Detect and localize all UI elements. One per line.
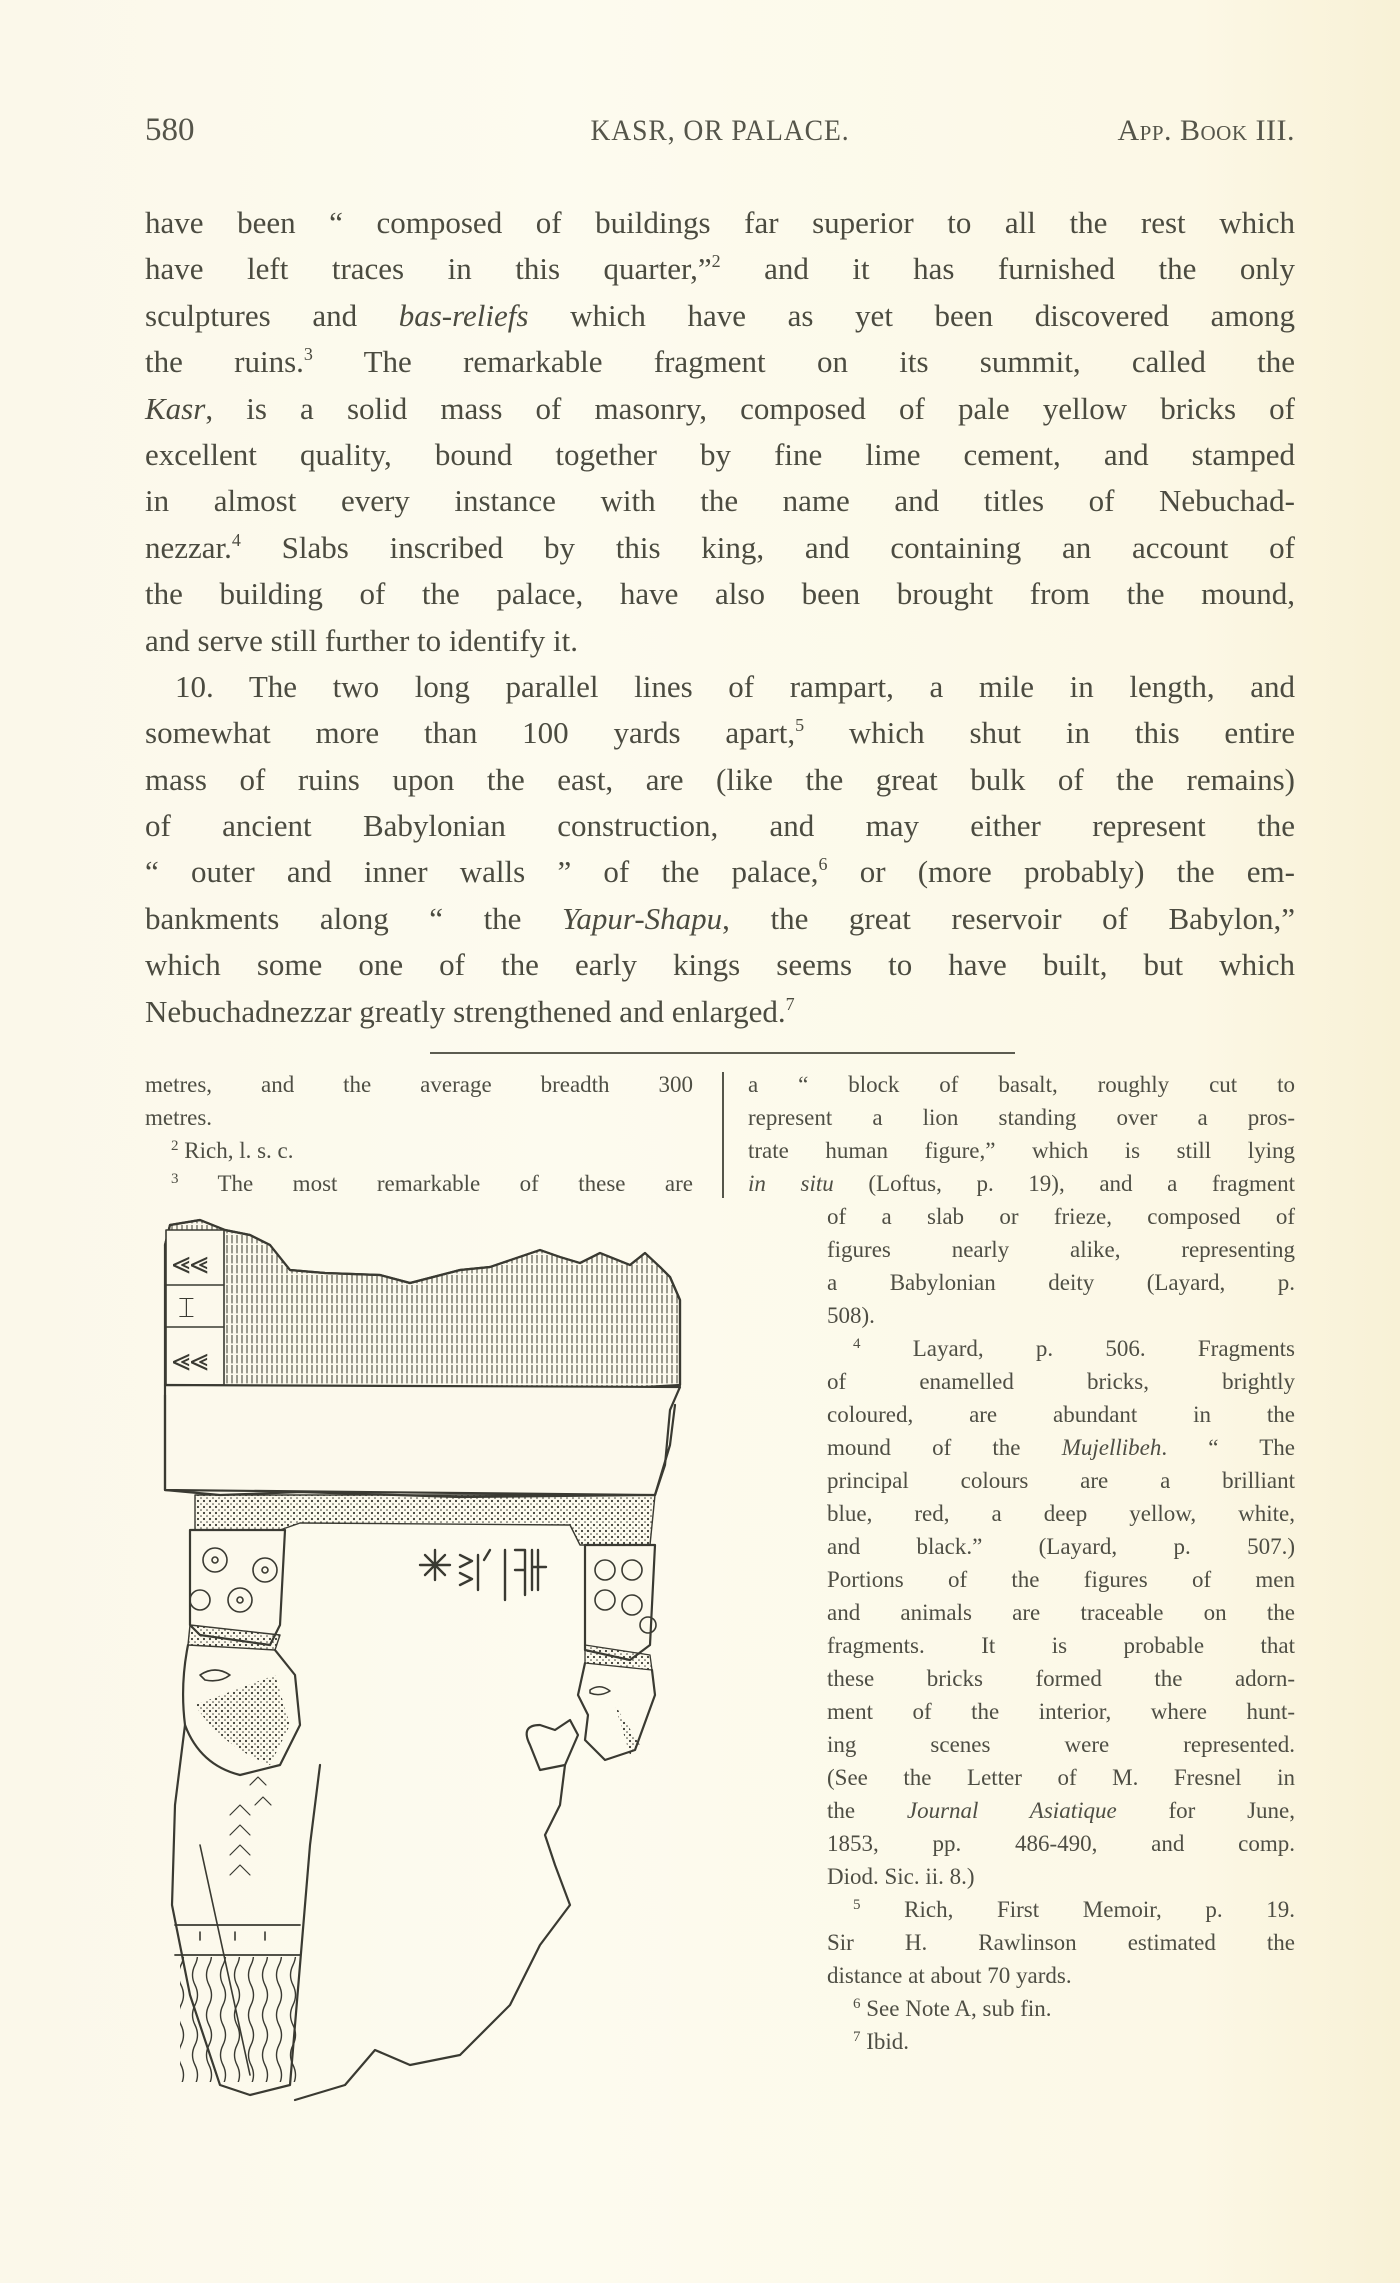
footnote-line [827,1728,1295,1761]
text-run: Layard, p. 506. Fragments [860,1336,1295,1361]
text-run: or (more probably) the em- [827,854,1295,890]
text-run: . “ The [1161,1435,1295,1460]
text-line [145,525,1295,571]
footnote-line [748,1101,1295,1134]
footnote-line [827,1926,1295,1959]
text-run: Rich, First Memoir, p. 19. [860,1897,1295,1922]
footnote-line [827,1959,1295,1992]
svg-text:⪡⪡: ⪡⪡ [172,1243,209,1281]
text-run: nezzar. [145,529,232,565]
text-line [145,478,1295,524]
text-run: a Babylonian deity (Layard, p. [827,1270,1295,1295]
text-run: sculptures and [145,297,399,333]
text-run: Nebuchadnezzar greatly strengthened and enlarged. [145,993,786,1029]
text-run: ment of the interior, where hunt- [827,1699,1295,1724]
text-run: of a slab or frieze, composed of [827,1204,1295,1229]
text-run: which have as yet been discovered among [528,297,1295,333]
text-run: and animals are traceable on the [827,1600,1295,1625]
text-run: ing scenes were represented. [827,1732,1295,1757]
footnote-separator-rule [430,1052,1015,1054]
svg-text:⌶: ⌶ [178,1291,195,1324]
text-run: principal colours are a brilliant [827,1468,1295,1493]
running-header [145,112,1295,156]
frieze-illustration [160,1205,800,2130]
footnote-marker: 4 [853,1336,861,1352]
text-line [145,849,1295,895]
footnote-line [827,1431,1295,1464]
footnote-line [748,1167,1295,1200]
text-run: (See the Letter of M. Fresnel in [827,1765,1295,1790]
footnote-ref: 6 [818,854,828,875]
text-line [145,618,1295,664]
text-run: 508). [827,1303,875,1328]
footnote-ref: 7 [785,993,795,1014]
footnote-line [827,1629,1295,1662]
text-line [145,386,1295,432]
text-run: which shut in this entire [804,715,1295,751]
text-run: metres, and the average breadth 300 [145,1072,693,1097]
text-run: bankments along “ the [145,900,562,936]
footnotes-right-column-bottom [827,1200,1295,2058]
text-run: Slabs inscribed by this king, and containing an account of [240,529,1295,565]
footnote-line [827,1893,1295,1926]
text-run: and it has furnished the only [720,251,1295,287]
text-line [145,757,1295,803]
text-run: blue, red, a deep yellow, white, [827,1501,1295,1526]
text-run: represent a lion standing over a pros- [748,1105,1295,1130]
frieze-engraving-icon [160,1205,800,2130]
text-line [145,571,1295,617]
text-run: Ibid. [860,2029,910,2054]
text-run: fragments. It is probable that [827,1633,1295,1658]
footnote-line [748,1068,1295,1101]
footnote-line [827,1233,1295,1266]
footnote-line [827,1398,1295,1431]
column-divider-rule [722,1072,724,1198]
text-run: the ruins. [145,344,304,380]
text-run: mass of ruins upon the east, are (like the great bulk of the remains) [145,761,1295,797]
footnote-line [827,1266,1295,1299]
text-run: these bricks formed the adorn- [827,1666,1295,1691]
text-run: somewhat more than 100 yards apart, [145,715,796,751]
footnote-ref: 3 [303,344,313,365]
footnote-line [827,1761,1295,1794]
text-run: Portions of the figures of men [827,1567,1295,1592]
text-line [145,246,1295,292]
text-run: metres. [145,1105,213,1130]
text-run: 10. The two long parallel lines of rampart, a mile in length, and [175,668,1295,704]
footnote-line [827,1563,1295,1596]
footnote-marker: 5 [853,1897,861,1913]
text-run: Sir H. Rawlinson estimated the [827,1930,1295,1955]
svg-text:⪡⪡: ⪡⪡ [172,1340,209,1378]
text-line [145,432,1295,478]
text-run: of enamelled bricks, brightly [827,1369,1295,1394]
text-run: the building of the palace, have also been brought from the mound, [145,576,1295,612]
text-run: mound of the [827,1435,1062,1460]
text-line [145,293,1295,339]
footnote-line [827,2025,1295,2058]
text-run: have left traces in this quarter,” [145,251,712,287]
text-run: Rich, l. s. c. [178,1138,294,1163]
text-run: excellent quality, bound together by fine lime cement, and stamped [145,436,1295,472]
text-run: a “ block of basalt, roughly cut to [748,1072,1295,1097]
text-run: See Note A, sub fin. [860,1996,1052,2021]
text-line [145,339,1295,385]
main-text [145,200,1295,1035]
text-run: 1853, pp. 486-490, and comp. [827,1831,1295,1856]
footnote-line [827,1200,1295,1233]
footnote-marker: 3 [171,1171,179,1187]
text-run: of ancient Babylonian construction, and may either represent the [145,808,1295,844]
italic-text: Kasr [145,390,206,426]
text-run: trate human figure,” which is still lying [748,1138,1295,1163]
text-line [145,896,1295,942]
text-run: “ outer and inner walls ” of the palace, [145,854,819,890]
text-run: distance at about 70 yards. [827,1963,1072,1988]
text-line [145,200,1295,246]
text-run: , the great reservoir of Babylon,” [722,900,1296,936]
italic-text: in situ [748,1171,834,1196]
text-run: and serve still further to identify it. [145,622,579,658]
italic-text: Journal Asiatique [906,1798,1117,1823]
text-run: which some one of the early kings seems to have built, but which [145,947,1295,983]
running-title: KASR, OR PALACE. [590,114,850,147]
text-line [145,989,1295,1035]
footnote-marker: 2 [171,1138,179,1154]
footnote-line [827,1332,1295,1365]
text-run: figures nearly alike, representing [827,1237,1295,1262]
text-run: for June, [1116,1798,1296,1823]
footnote-marker: 6 [853,1996,861,2012]
page-number: 580 [145,112,195,148]
text-run: have been “ composed of buildings far superior to all the rest which [145,205,1295,240]
footnote-line [827,1695,1295,1728]
text-run: The most remarkable of these are [178,1171,693,1196]
footnote-ref: 5 [795,715,805,736]
footnote-line [145,1068,693,1101]
footnote-line [748,1134,1295,1167]
footnote-line [145,1134,693,1167]
text-run: in almost every instance with the name and titles of Nebuchad- [145,483,1295,519]
italic-text: Mujellibeh [1061,1435,1162,1460]
footnote-ref: 2 [711,251,721,272]
footnote-ref: 4 [231,529,241,550]
text-line [145,803,1295,849]
text-run: coloured, are abundant in the [827,1402,1295,1427]
text-line [145,710,1295,756]
text-run: Diod. Sic. ii. 8.) [827,1864,975,1889]
footnote-line [827,1662,1295,1695]
text-line [145,664,1295,710]
footnote-marker: 7 [853,2029,861,2045]
italic-text: Yapur-Shapu [562,900,723,936]
section-label: App. Book III. [1117,114,1295,147]
text-run: , is a solid mass of masonry, composed of pale yellow bricks of [205,390,1295,426]
footnote-line [827,1497,1295,1530]
text-run: (Loftus, p. 19), and a fragment [833,1171,1295,1196]
footnote-line [827,1827,1295,1860]
footnote-line [827,1464,1295,1497]
footnote-line [827,1299,1295,1332]
text-line [145,942,1295,988]
footnotes-right-column-top [748,1068,1295,1200]
footnote-line [827,1596,1295,1629]
footnote-line [827,1794,1295,1827]
footnote-line [827,1530,1295,1563]
text-run: the [827,1798,907,1823]
italic-text: bas-reliefs [398,297,529,333]
text-run: The remarkable fragment on its summit, called the [312,344,1295,380]
footnotes-left-column [145,1068,693,1200]
footnote-line [827,1365,1295,1398]
footnote-line [145,1167,693,1200]
footnote-line [827,1860,1295,1893]
text-run: and black.” (Layard, p. 507.) [827,1534,1295,1559]
footnote-line [145,1101,693,1134]
footnote-line [827,1992,1295,2025]
